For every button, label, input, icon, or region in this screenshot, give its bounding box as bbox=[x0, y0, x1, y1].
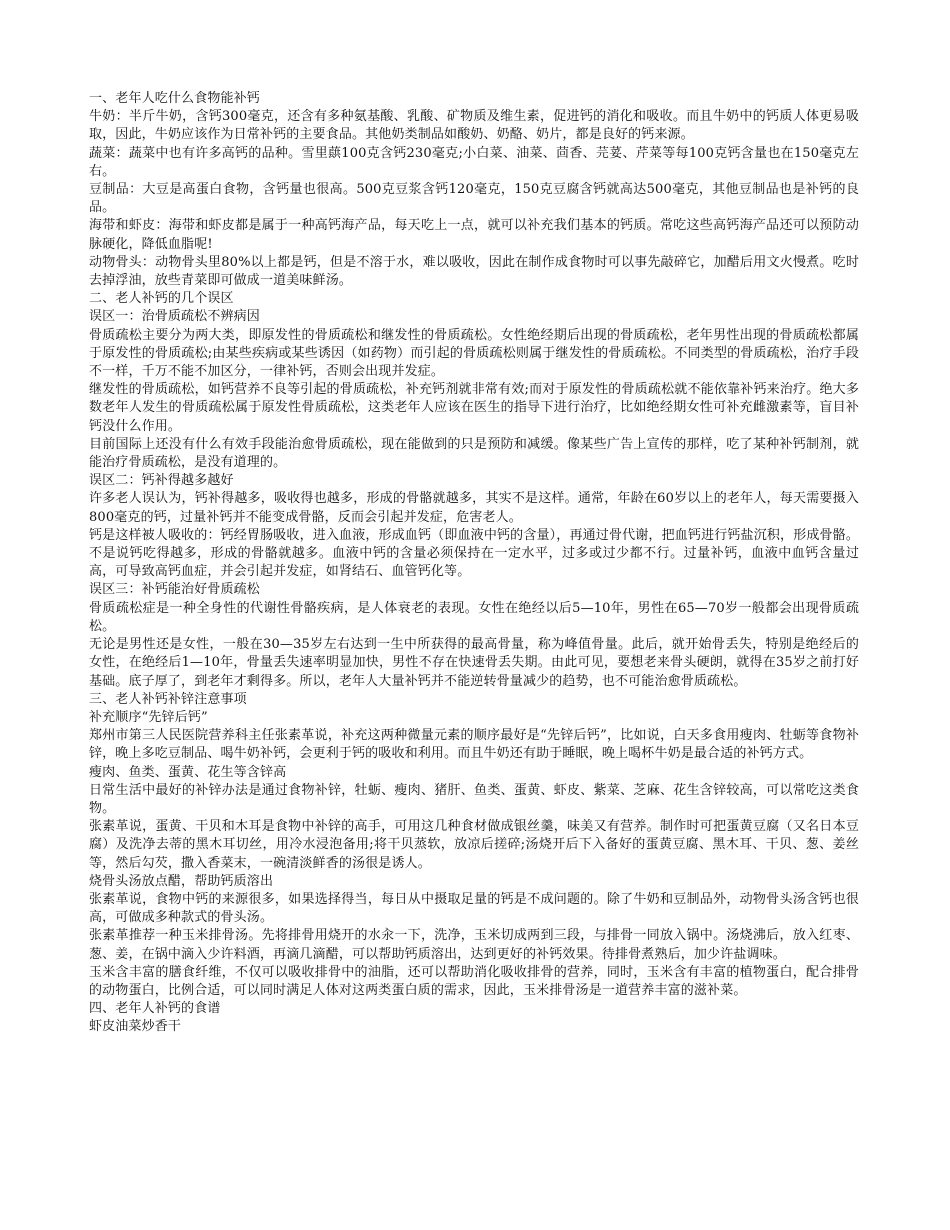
paragraph-myth-1-b: 继发性的骨质疏松，如钙营养不良等引起的骨质疏松，补充钙剂就非常有效;而对于原发性的骨质疏松就不能依靠补钙来治疗。绝大多数老年人发生的骨质疏松属于原发性骨质疏松，这类老年人应该在医生的指导下进行治疗，比如绝经期女性可补充雌激素等，盲目补钙没什么作用。 bbox=[89, 382, 859, 434]
subheading-bone-soup: 烧骨头汤放点醋，帮助钙质溶出 bbox=[89, 873, 274, 889]
paragraph-myth-3-a: 骨质疏松症是一种全身性的代谢性骨骼疾病，是人体衰老的表现。女性在绝经以后5—10年，男性在65—70岁一般都会出现骨质疏松。 bbox=[89, 600, 859, 634]
paragraph-zinc-order: 郑州市第三人民医院营养科主任张素革说，补充这两种微量元素的顺序最好是“先锌后钙”，比如说，白天多食用瘦肉、牡蛎等食物补锌，晚上多吃豆制品、喝牛奶补钙，会更利于钙的吸收和利用。而且牛奶还有助于睡眠，晚上喝杯牛奶是最合适的补钙方式。 bbox=[89, 728, 859, 762]
document-body bbox=[89, 90, 859, 1037]
subheading-zinc-foods: 瘦肉、鱼类、蛋黄、花生等含锌高 bbox=[89, 764, 287, 780]
paragraph-myth-1-a: 骨质疏松主要分为两大类，即原发性的骨质疏松和继发性的骨质疏松。女性绝经期后出现的骨质疏松，老年男性出现的骨质疏松都属于原发性的骨质疏松;由某些疾病或某些诱因（如药物）而引起的骨质疏松则属于继发性的骨质疏松。不同类型的骨质疏松，治疗手段不一样，千万不能不加区分，一律补钙，否则会出现并发症。 bbox=[89, 327, 859, 380]
section-heading-1: 一、老年人吃什么食物能补钙 bbox=[89, 91, 260, 106]
subheading-zinc-order: 补充顺序“先锌后钙” bbox=[89, 709, 208, 725]
section-heading-4: 四、老年人补钙的食谱 bbox=[89, 1001, 221, 1017]
paragraph-zinc-foods-a: 日常生活中最好的补锌办法是通过食物补锌，牡蛎、瘦肉、猪肝、鱼类、蛋黄、虾皮、紫菜、芝麻、花生含锌较高，可以常吃这类食物。 bbox=[89, 782, 859, 816]
paragraph-bone-soup-c: 玉米含丰富的膳食纤维，不仅可以吸收排骨中的油脂，还可以帮助消化吸收排骨的营养，同时，玉米含有丰富的植物蛋白，配合排骨的动物蛋白，比例合适，可以同时满足人体对这两类蛋白质的需求，因此，玉米排骨汤是一道营养丰富的滋补菜。 bbox=[89, 964, 859, 998]
paragraph-myth-1-c: 目前国际上还没有什么有效手段能治愈骨质疏松，现在能做到的只是预防和减缓。像某些广告上宣传的那样，吃了某种补钙制剂，就能治疗骨质疏松，是没有道理的。 bbox=[89, 436, 859, 471]
subheading-myth-2: 误区二：钙补得越多越好 bbox=[89, 473, 234, 489]
paragraph-myth-2-b: 钙是这样被人吸收的：钙经胃肠吸收，进入血液，形成血钙（即血液中钙的含量），再通过骨代谢，把血钙进行钙盐沉积，形成骨骼。不是说钙吃得越多，形成的骨骼就越多。血液中钙的含量必须保持在一定水平，过多或过少都不行。过量补钙，血液中血钙含量过高，可导致高钙血症，并会引起并发症，如肾结石、血管钙化等。 bbox=[89, 527, 859, 580]
paragraph-vegetables: 蔬菜：蔬菜中也有许多高钙的品种。雪里蕻100克含钙230毫克;小白菜、油菜、茴香、芫荽、芹菜等每100克钙含量也在150毫克左右。 bbox=[89, 145, 859, 179]
paragraph-milk: 牛奶：半斤牛奶，含钙300毫克，还含有多种氨基酸、乳酸、矿物质及维生素，促进钙的消化和吸收。而且牛奶中的钙质人体更易吸取，因此，牛奶应该作为日常补钙的主要食品。其他奶类制品如酸奶、奶酪、奶片，都是良好的钙来源。 bbox=[89, 109, 859, 143]
paragraph-seaweed-shrimp: 海带和虾皮：海带和虾皮都是属于一种高钙海产品，每天吃上一点，就可以补充我们基本的钙质。常吃这些高钙海产品还可以预防动脉硬化，降低血脂呢! bbox=[89, 218, 859, 252]
paragraph-animal-bone: 动物骨头：动物骨头里80%以上都是钙，但是不溶于水，难以吸收，因此在制作成食物时可以事先敲碎它，加醋后用文火慢煮。吃时去掉浮油，放些青菜即可做成一道美味鲜汤。 bbox=[89, 254, 859, 289]
paragraph-myth-2-a: 许多老人误认为，钙补得越多，吸收得也越多，形成的骨骼就越多，其实不是这样。通常，年龄在60岁以上的老年人，每天需要摄入800毫克的钙，过量补钙并不能变成骨骼，反而会引起并发症，危害老人。 bbox=[89, 491, 859, 525]
section-heading-2: 二、老人补钙的几个误区 bbox=[89, 291, 234, 307]
paragraph-soy: 豆制品：大豆是高蛋白食物，含钙量也很高。500克豆浆含钙120毫克，150克豆腐含钙就高达500毫克，其他豆制品也是补钙的良品。 bbox=[89, 182, 859, 216]
section-heading-3: 三、老人补钙补锌注意事项 bbox=[89, 691, 247, 707]
paragraph-zinc-foods-b: 张素革说，蛋黄、干贝和木耳是食物中补锌的高手，可用这几种食材做成银丝羹，味美又有营养。制作时可把蛋黄豆腐（又名日本豆腐）及洗净去蒂的黑木耳切丝，用冷水浸泡备用;将干贝蒸软，放凉后搓碎;汤烧开后下入备好的蛋黄豆腐、黑木耳、干贝、葱、姜丝等，然后勾芡，撒入香菜末，一碗清淡鲜香的汤很是诱人。 bbox=[89, 819, 859, 871]
paragraph-bone-soup-a: 张素革说，食物中钙的来源很多，如果选择得当，每日从中摄取足量的钙是不成问题的。除了牛奶和豆制品外，动物骨头汤含钙也很高，可做成多种款式的骨头汤。 bbox=[89, 891, 859, 926]
subheading-myth-3: 误区三：补钙能治好骨质疏松 bbox=[89, 582, 260, 598]
paragraph-bone-soup-b: 张素革推荐一种玉米排骨汤。先将排骨用烧开的水汆一下，洗净，玉米切成两到三段，与排骨一同放入锅中。汤烧沸后，放入红枣、葱、姜，在锅中滴入少许料酒，再滴几滴醋，可以帮助钙质溶出，达到更好的补钙效果。待排骨煮熟后，加少许盐调味。 bbox=[89, 928, 859, 962]
subheading-recipe-1: 虾皮油菜炒香干 bbox=[89, 1019, 182, 1035]
subheading-myth-1: 误区一：治骨质疏松不辨病因 bbox=[89, 309, 260, 325]
paragraph-myth-3-b: 无论是男性还是女性，一般在30—35岁左右达到一生中所获得的最高骨量，称为峰值骨量。此后，就开始骨丢失，特别是绝经后的女性，在绝经后1—10年，骨量丢失速率明显加快，男性不存在快速骨丢失期。由此可见，要想老来骨头硬朗，就得在35岁之前打好基础。底子厚了，到老年才剩得多。所以，老年人大量补钙并不能逆转骨量减少的趋势，也不可能治愈骨质疏松。 bbox=[89, 637, 859, 689]
